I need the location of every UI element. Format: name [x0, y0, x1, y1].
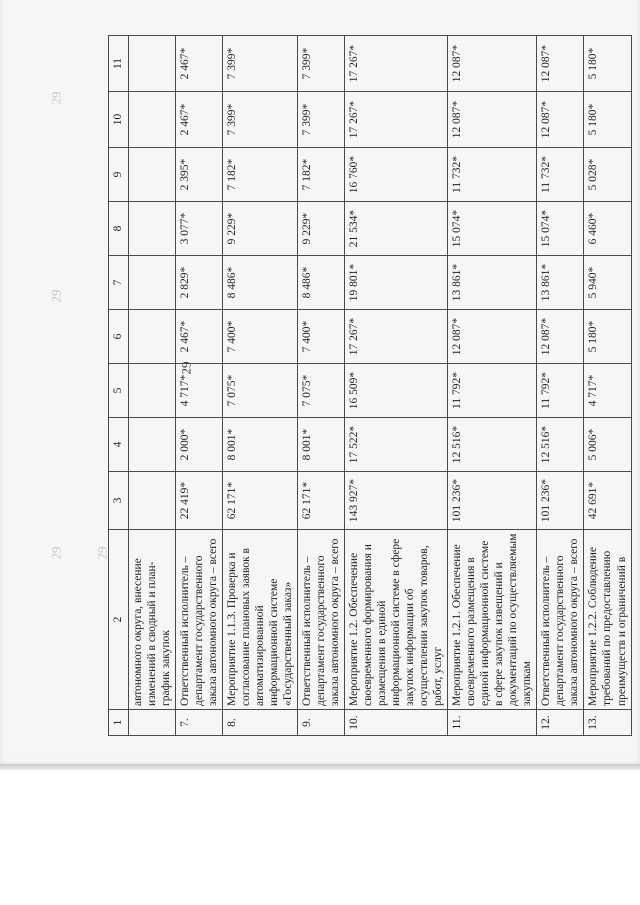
- table-row: [298, 36, 345, 736]
- funding-value-cell: [129, 364, 176, 418]
- funding-value-cell: 21 534*: [345, 202, 448, 256]
- column-number-cell: 7: [109, 256, 129, 310]
- funding-value-cell: [129, 256, 176, 310]
- table-row: [223, 36, 298, 736]
- row-number-cell: [129, 710, 176, 736]
- column-number-cell: 9: [109, 148, 129, 202]
- activity-name-cell: Ответственный исполнитель – департамент государственного заказа автономного округа – всего: [298, 530, 345, 710]
- funding-value-cell: 17 267*: [345, 310, 448, 364]
- ghost-page-number: 29: [94, 546, 110, 560]
- ghost-page-number: 29: [48, 289, 64, 303]
- funding-value-cell: 62 171*: [298, 472, 345, 530]
- funding-value-cell: 16 509*: [345, 364, 448, 418]
- funding-value-cell: 15 074*: [448, 202, 537, 256]
- funding-value-cell: 143 927*: [345, 472, 448, 530]
- funding-value-cell: 8 001*: [298, 418, 345, 472]
- funding-value-cell: 7 182*: [223, 148, 298, 202]
- row-number-cell: 11.: [448, 710, 537, 736]
- column-number-cell: 8: [109, 202, 129, 256]
- funding-value-cell: 17 267*: [345, 36, 448, 92]
- funding-value-cell: 7 399*: [223, 92, 298, 148]
- row-number-cell: 10.: [345, 710, 448, 736]
- funding-value-cell: 19 801*: [345, 256, 448, 310]
- funding-value-cell: 101 236*: [537, 472, 584, 530]
- funding-value-cell: 7 075*: [223, 364, 298, 418]
- funding-value-cell: [129, 36, 176, 92]
- activity-name-cell: Ответственный исполнитель – департамент государственного заказа автономного округа – всего: [537, 530, 584, 710]
- funding-value-cell: 42 691*: [584, 472, 631, 530]
- funding-value-cell: 15 074*: [537, 202, 584, 256]
- funding-value-cell: 7 400*: [223, 310, 298, 364]
- funding-value-cell: [129, 418, 176, 472]
- scan-edge: [0, 764, 640, 770]
- funding-value-cell: 9 229*: [298, 202, 345, 256]
- funding-value-cell: 7 399*: [298, 36, 345, 92]
- table-row: [537, 36, 584, 736]
- row-number-cell: 13.: [584, 710, 631, 736]
- funding-value-cell: 12 087*: [537, 36, 584, 92]
- funding-value-cell: 2 467*: [176, 92, 223, 148]
- program-funding-table: [108, 35, 632, 736]
- ghost-page-number: 29: [48, 91, 64, 105]
- table-row: [345, 36, 448, 736]
- funding-value-cell: 11 732*: [537, 148, 584, 202]
- funding-value-cell: 12 087*: [448, 92, 537, 148]
- activity-name-cell: Мероприятие 1.2. Обеспечение своевременного формирования и размещения в единой информационной системе в сфере закупок информации об осуществлении закупок товаров, работ, услуг: [345, 530, 448, 710]
- activity-name-cell: Мероприятие 1.2.1. Обеспечение своевременного размещения в единой информационной системе в сфере закупок извещений и документаций по осуществляемым закупкам: [448, 530, 537, 710]
- column-number-cell: 1: [109, 710, 129, 736]
- row-number-cell: 9.: [298, 710, 345, 736]
- funding-value-cell: 2 829*: [176, 256, 223, 310]
- funding-value-cell: [129, 310, 176, 364]
- funding-value-cell: 8 001*: [223, 418, 298, 472]
- funding-value-cell: 13 861*: [537, 256, 584, 310]
- activity-name-cell: Ответственный исполнитель – департамент государственного заказа автономного округа – всего: [176, 530, 223, 710]
- funding-value-cell: 7 182*: [298, 148, 345, 202]
- funding-value-cell: 62 171*: [223, 472, 298, 530]
- funding-value-cell: [129, 202, 176, 256]
- funding-value-cell: 12 087*: [537, 92, 584, 148]
- activity-name-cell: Мероприятие 1.2.2. Соблюдение требований по предоставлению преимуществ и ограничений в: [584, 530, 631, 710]
- funding-value-cell: 8 486*: [298, 256, 345, 310]
- funding-value-cell: 16 760*: [345, 148, 448, 202]
- funding-value-cell: 5 006*: [584, 418, 631, 472]
- funding-value-cell: 17 522*: [345, 418, 448, 472]
- funding-value-cell: 2 000*: [176, 418, 223, 472]
- table-row: [448, 36, 537, 736]
- table-header-row: [109, 36, 129, 736]
- funding-value-cell: 13 861*: [448, 256, 537, 310]
- row-number-cell: 8.: [223, 710, 298, 736]
- column-number-cell: 11: [109, 36, 129, 92]
- column-number-cell: 10: [109, 92, 129, 148]
- funding-value-cell: 101 236*: [448, 472, 537, 530]
- table-row: [129, 36, 176, 736]
- column-number-cell: 5: [109, 364, 129, 418]
- table-row: [584, 36, 631, 736]
- funding-value-cell: 3 077*: [176, 202, 223, 256]
- column-number-cell: 3: [109, 472, 129, 530]
- funding-value-cell: 11 792*: [448, 364, 537, 418]
- funding-value-cell: 6 460*: [584, 202, 631, 256]
- funding-value-cell: 2 467*: [176, 310, 223, 364]
- funding-value-cell: 11 732*: [448, 148, 537, 202]
- funding-value-cell: [129, 92, 176, 148]
- funding-value-cell: 11 792*: [537, 364, 584, 418]
- column-number-cell: 4: [109, 418, 129, 472]
- rotated-table-wrapper: [108, 36, 628, 736]
- funding-value-cell: 5 180*: [584, 36, 631, 92]
- funding-value-cell: [129, 472, 176, 530]
- funding-value-cell: 12 516*: [448, 418, 537, 472]
- row-number-cell: 12.: [537, 710, 584, 736]
- funding-value-cell: 7 075*: [298, 364, 345, 418]
- funding-value-cell: 7 399*: [223, 36, 298, 92]
- column-number-cell: 6: [109, 310, 129, 364]
- row-number-cell: 7.: [176, 710, 223, 736]
- activity-name-cell: Мероприятие 1.1.3. Проверка и согласование плановых заявок в автоматизированной информационной системе «Государственный заказ»: [223, 530, 298, 710]
- funding-value-cell: 12 516*: [537, 418, 584, 472]
- funding-value-cell: 12 087*: [537, 310, 584, 364]
- funding-value-cell: 5 180*: [584, 92, 631, 148]
- activity-name-cell: автономного округа, внесение изменений в сводный и план-график закупок: [129, 530, 176, 710]
- page-number: 29: [178, 361, 194, 375]
- funding-value-cell: 4 717*: [584, 364, 631, 418]
- funding-value-cell: 12 087*: [448, 310, 537, 364]
- funding-value-cell: 9 229*: [223, 202, 298, 256]
- ghost-page-number: 29: [48, 546, 64, 560]
- funding-value-cell: 22 419*: [176, 472, 223, 530]
- funding-value-cell: 2 395*: [176, 148, 223, 202]
- table-body: [109, 36, 632, 736]
- funding-value-cell: 5 028*: [584, 148, 631, 202]
- funding-value-cell: 12 087*: [448, 36, 537, 92]
- column-number-cell: 2: [109, 530, 129, 710]
- funding-value-cell: 8 486*: [223, 256, 298, 310]
- funding-value-cell: 7 400*: [298, 310, 345, 364]
- funding-value-cell: 4 717*: [176, 364, 223, 418]
- funding-value-cell: 5 180*: [584, 310, 631, 364]
- funding-value-cell: [129, 148, 176, 202]
- funding-value-cell: 5 940*: [584, 256, 631, 310]
- funding-value-cell: 2 467*: [176, 36, 223, 92]
- funding-value-cell: 7 399*: [298, 92, 345, 148]
- table-row: [176, 36, 223, 736]
- funding-value-cell: 17 267*: [345, 92, 448, 148]
